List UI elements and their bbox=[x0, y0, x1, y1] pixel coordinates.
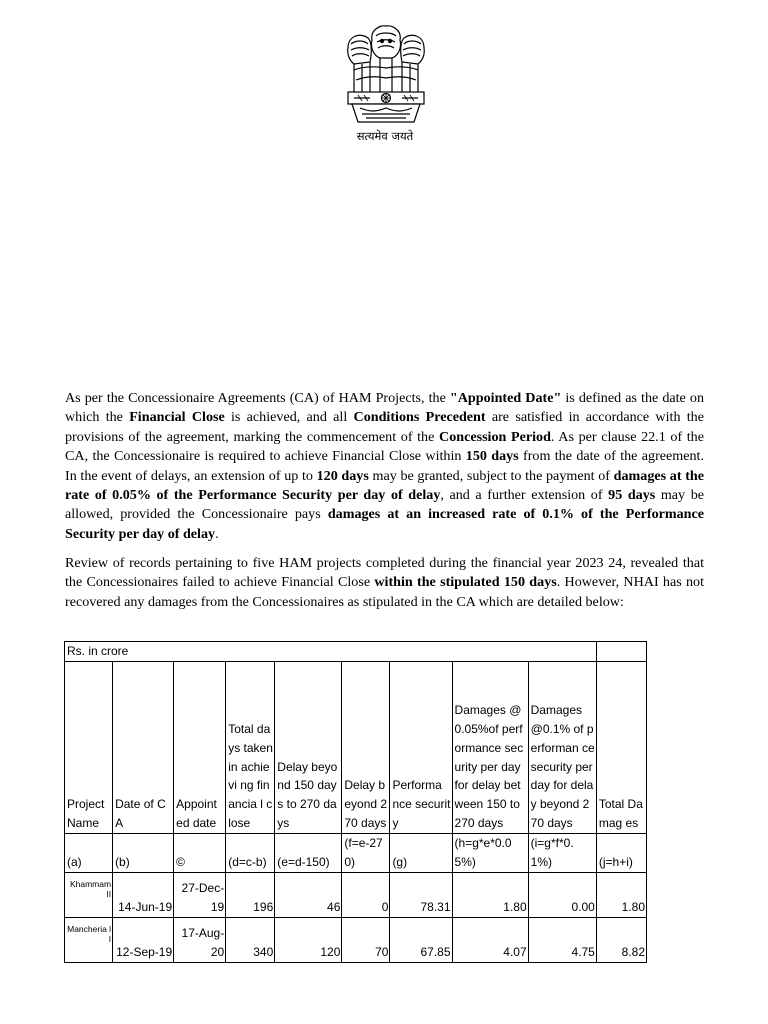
column-formula: © bbox=[174, 833, 226, 872]
paragraph-financial-close-segment: 120 days bbox=[316, 467, 369, 484]
table-cell: 4.75 bbox=[528, 917, 596, 962]
project-name-text: Mancheria l I bbox=[67, 923, 112, 944]
paragraph-financial-close-segment: may be allowed, provided the Concessionaire pays bbox=[65, 487, 704, 523]
table-cell: 78.31 bbox=[390, 872, 452, 917]
paragraph-financial-close-segment: 150 days bbox=[465, 448, 519, 465]
column-formula: (g) bbox=[390, 833, 452, 872]
paragraph-financial-close-segment: . bbox=[215, 525, 219, 542]
paragraph-financial-close-segment: from the date of the agreement. In the event of delays, an extension of up to bbox=[65, 448, 704, 484]
column-header: Performa nce security bbox=[390, 661, 452, 833]
paragraph-financial-close-segment: "Appointed Date" bbox=[449, 390, 562, 406]
ashoka-emblem-icon bbox=[340, 22, 432, 134]
paragraph-financial-close-segment: Financial Close bbox=[129, 409, 225, 426]
project-name-cell bbox=[65, 872, 113, 917]
paragraph-review-findings bbox=[65, 554, 704, 612]
caption-empty-cell bbox=[596, 642, 646, 662]
table-cell: 17-Aug-20 bbox=[174, 917, 226, 962]
column-formula: (b) bbox=[113, 833, 174, 872]
table-unit-caption: Rs. in crore bbox=[65, 642, 597, 662]
paragraph-financial-close-segment: Conditions Precedent bbox=[353, 409, 486, 426]
column-formula: (h=g*e*0.05%) bbox=[452, 833, 528, 872]
table-row bbox=[65, 872, 647, 917]
column-formula: (i=g*f*0.1%) bbox=[528, 833, 596, 872]
table-header-row bbox=[65, 661, 647, 833]
column-header: Total Damag es bbox=[596, 661, 646, 833]
paragraph-financial-close-segment: Concession Period bbox=[439, 428, 551, 445]
table-cell: 27-Dec-19 bbox=[174, 872, 226, 917]
paragraph-financial-close-segment: is achieved, and all bbox=[224, 409, 354, 426]
table-cell: 0 bbox=[342, 872, 390, 917]
paragraph-financial-close-segment: is defined as the date on which the bbox=[65, 390, 704, 426]
table-cell: 196 bbox=[226, 872, 275, 917]
column-header: Damages @0.05%of performance security per day for delay between 150 to 270 days bbox=[452, 661, 528, 833]
paragraph-financial-close-segment: are satisfied in accordance with the provisions of the agreement, marking the commencement of the bbox=[65, 409, 704, 445]
table-caption-row bbox=[65, 642, 647, 662]
paragraph-financial-close-segment: damages at the rate of 0.05% of the Performance Security per day of delay bbox=[65, 467, 704, 504]
table-body bbox=[65, 872, 647, 962]
column-header: Delay beyond 270 days bbox=[342, 661, 390, 833]
paragraph-review-findings-segment: Review of records pertaining to five HAM projects completed during the financial year 2023 24, revealed that the Concessionaires failed to achieve Financial Close bbox=[65, 555, 704, 591]
table-cell: 4.07 bbox=[452, 917, 528, 962]
column-formula: (a) bbox=[65, 833, 113, 872]
paragraph-financial-close-segment: 95 days bbox=[608, 487, 656, 504]
paragraph-financial-close-segment: , and a further extension of bbox=[440, 487, 609, 504]
column-formula: (d=c-b) bbox=[226, 833, 275, 872]
table-cell: 120 bbox=[275, 917, 342, 962]
column-formula: (e=d-150) bbox=[275, 833, 342, 872]
paragraph-review-findings-segment: . However, NHAI has not recovered any damages from the Concessionaires as stipulated in the CA which are detailed below: bbox=[65, 574, 704, 610]
table-cell: 0.00 bbox=[528, 872, 596, 917]
paragraph-review-findings-segment: within the stipulated 150 days bbox=[374, 574, 557, 591]
national-motto: सत्यमेव जयते bbox=[356, 129, 414, 143]
table-cell: 14-Jun-19 bbox=[113, 872, 174, 917]
table-cell: 1.80 bbox=[452, 872, 528, 917]
paragraph-financial-close-segment: damages at an increased rate of 0.1% of the Performance Security per day of delay bbox=[65, 506, 705, 542]
table-row bbox=[65, 917, 647, 962]
column-formula: (f=e-270) bbox=[342, 833, 390, 872]
column-header: Delay beyond 150 days to 270 days bbox=[275, 661, 342, 833]
column-header: Total days taken in achievi ng financia l close bbox=[226, 661, 275, 833]
paragraph-financial-close bbox=[65, 389, 704, 544]
paragraph-financial-close-segment: . As per clause 22.1 of the CA, the Concessionaire is required to achieve Financial Close within bbox=[65, 428, 704, 465]
project-name-text: Khammam II bbox=[69, 878, 112, 899]
project-name-cell bbox=[65, 917, 113, 962]
table-cell: 8.82 bbox=[596, 917, 646, 962]
column-header: Date of CA bbox=[113, 661, 174, 833]
table-formula-row bbox=[65, 833, 647, 872]
table-cell: 1.80 bbox=[596, 872, 646, 917]
damages-table bbox=[64, 641, 647, 963]
table-cell: 12-Sep-19 bbox=[113, 917, 174, 962]
table-cell: 70 bbox=[342, 917, 390, 962]
column-header: Project Name bbox=[65, 661, 113, 833]
table-cell: 340 bbox=[226, 917, 275, 962]
paragraph-financial-close-segment: may be granted, subject to the payment of bbox=[368, 467, 614, 484]
table-cell: 46 bbox=[275, 872, 342, 917]
column-header: Damages @0.1% of performan ce security per day for delay beyond 270 days bbox=[528, 661, 596, 833]
table-cell: 67.85 bbox=[390, 917, 452, 962]
column-formula: (j=h+i) bbox=[596, 833, 646, 872]
paragraph-financial-close-segment: As per the Concessionaire Agreements (CA) of HAM Projects, the bbox=[65, 390, 450, 406]
column-header: Appoint ed date bbox=[174, 661, 226, 833]
